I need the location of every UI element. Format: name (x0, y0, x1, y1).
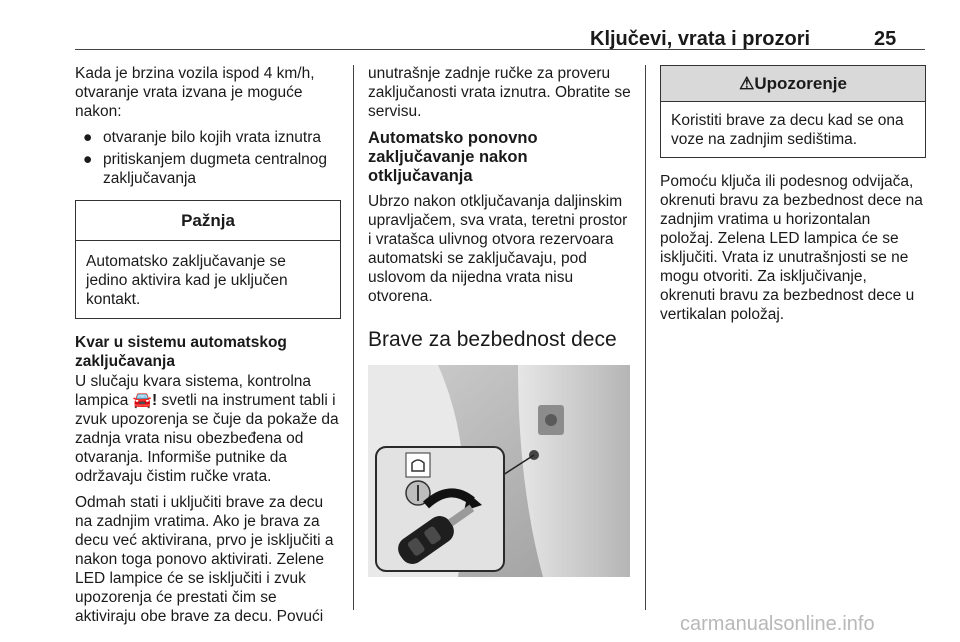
child-lock-symbol-icon (406, 453, 430, 477)
bullet-icon: ● (83, 151, 93, 168)
column-middle (368, 64, 634, 577)
child-lock-illustration (368, 365, 630, 577)
relock-paragraph: Ubrzo nakon otključavanja daljinskim upravljačem, sva vrata, teretni prostor i vratašca ulivnog otvora rezervoara automatski se zaključavaju, pod uslovom da nijedna vrata nisu otvorena. (368, 193, 628, 305)
column-divider-1 (353, 65, 354, 610)
relock-heading: Automatsko ponovno zaključavanje nakon otključavanja (368, 129, 538, 185)
column-divider-2 (645, 65, 646, 610)
failure-paragraph-2: Odmah stati i uključiti brave za decu na zadnjim vratima. Ako je brava za decu već aktivirana, prvo je isključiti a nakon toga ponovo aktivirati. Zelene LED lampice će se isključiti i zvuk upozorenja će prestati čim se aktiviraju obe brave za decu. Povući (75, 494, 334, 625)
list-item-text: otvaranje bilo kojih vrata iznutra (103, 129, 321, 146)
watermark: carmanualsonline.info (680, 613, 875, 635)
continuation-paragraph: unutrašnje zadnje ručke za proveru zaključanosti vrata iznutra. Obratite se servisu. (368, 65, 631, 120)
warning-title-text: Upozorenje (754, 74, 847, 93)
list-item (75, 128, 341, 147)
column-right (660, 64, 926, 331)
header-rule (75, 49, 925, 50)
door-warning-icon: 🚘! (132, 392, 158, 409)
page-number: 25 (874, 28, 897, 50)
bullet-icon: ● (83, 129, 93, 146)
list-item-text: pritiskanjem dugmeta centralnog zaključavanja (103, 151, 328, 187)
notice-box (75, 200, 341, 319)
warning-title (661, 66, 925, 102)
warning-box (660, 65, 926, 158)
instructions-paragraph: Pomoću ključa ili podesnog odvijača, okrenuti bravu za bezbednost dece na zadnjim vratima u horizontalan položaj. Zelena LED lampica će se isključiti. Vrata iz unutrašnjosti se ne mogu otvoriti. Za isključivanje, okrenuti bravu za bezbednost dece u vertikalan položaj. (660, 173, 923, 323)
detail-inset (376, 447, 504, 571)
column-left (75, 64, 341, 633)
failure-text-after: svetli na instrument tabli i zvuk upozorenja se čuje da pokaže da zadnja vrata nisu obezbeđena od otvaranja. Informiše putnike da održavaju čistim ručke vrata. (75, 392, 339, 485)
failure-paragraph (75, 372, 341, 486)
failure-text-before: U slučaju kvara sistema, kontrolna lampica (75, 373, 312, 409)
condition-list (75, 128, 341, 188)
failure-heading: Kvar u sistemu automatskog zaključavanja (75, 334, 287, 370)
warning-triangle-icon: ⚠ (739, 74, 755, 93)
intro-paragraph: Kada je brzina vozila ispod 4 km/h, otvaranje vrata izvana je moguće nakon: (75, 65, 315, 120)
list-item (75, 150, 341, 188)
latch-bolt (545, 414, 557, 426)
warning-body: Koristiti brave za decu kad se ona voze na zadnjim sedištima. (671, 112, 904, 148)
child-locks-heading: Brave za bezbednost dece (368, 328, 617, 351)
notice-title: Pažnja (76, 201, 340, 241)
notice-body: Automatsko zaključavanje se jedino aktivira kad je uključen kontakt. (86, 253, 288, 308)
running-header-title: Ključevi, vrata i prozori (590, 28, 811, 50)
